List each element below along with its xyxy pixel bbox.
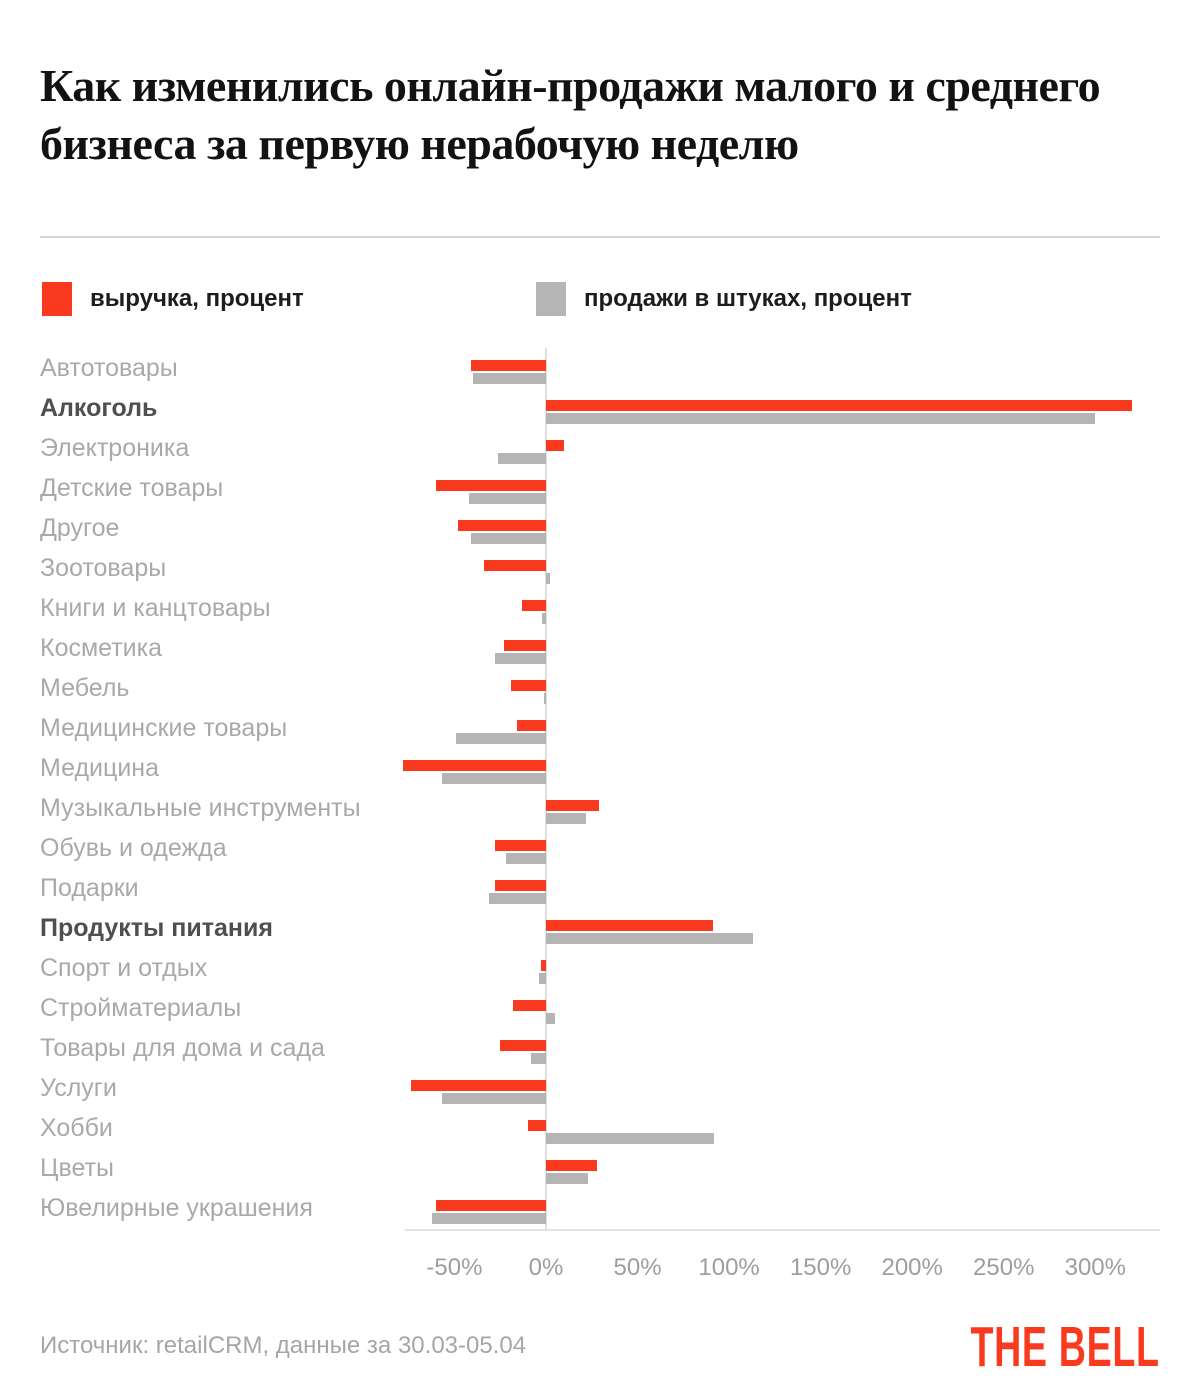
revenue-bar	[528, 1120, 546, 1131]
category-label: Медицинские товары	[40, 714, 288, 742]
units-bar	[456, 733, 546, 744]
category-label: Ювелирные украшения	[40, 1194, 313, 1222]
revenue-bar	[513, 1000, 546, 1011]
revenue-bar	[484, 560, 546, 571]
category-label: Детские товары	[40, 474, 224, 502]
category-label: Алкоголь	[40, 394, 158, 422]
revenue-bar	[541, 960, 546, 971]
units-bar	[432, 1213, 546, 1224]
title-divider	[40, 236, 1160, 238]
category-label: Подарки	[40, 874, 139, 902]
units-bar	[546, 1013, 555, 1024]
units-bar	[471, 533, 546, 544]
category-label: Обувь и одежда	[40, 834, 227, 862]
category-label: Электроника	[40, 434, 190, 462]
revenue-bar	[495, 840, 546, 851]
category-label: Музыкальные инструменты	[40, 794, 361, 822]
legend-item-revenue	[42, 282, 304, 316]
page-title: Как изменились онлайн-продажи малого и среднего бизнеса за первую нерабочую неделю	[40, 59, 1101, 169]
units-bar	[495, 653, 546, 664]
units-bar	[473, 373, 546, 384]
revenue-bar	[546, 1160, 597, 1171]
units-bar	[442, 1093, 546, 1104]
category-label: Автотовары	[40, 354, 178, 382]
revenue-bar	[495, 880, 546, 891]
units-bar	[546, 813, 586, 824]
category-label: Цветы	[40, 1154, 114, 1182]
units-bar	[506, 853, 546, 864]
x-axis-tick-label: 50%	[613, 1254, 662, 1281]
units-bar	[546, 933, 753, 944]
revenue-bar	[517, 720, 546, 731]
revenue-bar	[403, 760, 546, 771]
revenue-bar	[500, 1040, 546, 1051]
units-bar	[544, 693, 546, 704]
revenue-bar	[511, 680, 546, 691]
revenue-bar	[436, 480, 546, 491]
x-axis-line	[405, 1229, 1160, 1231]
legend-swatch	[42, 282, 72, 316]
the-bell-logo: THE BELL	[970, 1315, 1160, 1379]
x-axis-tick-label: 100%	[698, 1254, 760, 1281]
units-bar	[442, 773, 546, 784]
x-axis-tick-label: 300%	[1064, 1254, 1126, 1281]
category-label: Продукты питания	[40, 914, 273, 942]
revenue-bar	[546, 440, 564, 451]
x-axis-tick-label: -50%	[426, 1254, 483, 1281]
units-bar	[546, 1173, 588, 1184]
category-label: Стройматериалы	[40, 994, 242, 1022]
category-label: Другое	[40, 514, 120, 542]
units-bar	[489, 893, 546, 904]
legend-item-units	[536, 282, 912, 316]
category-label: Косметика	[40, 634, 163, 662]
x-axis-tick-label: 150%	[789, 1254, 852, 1281]
category-label: Спорт и отдых	[40, 954, 208, 982]
units-bar	[546, 413, 1095, 424]
x-axis-tick-label: 0%	[528, 1254, 564, 1281]
source-note: Источник: retailCRM, данные за 30.03-05.04	[40, 1332, 527, 1359]
revenue-bar	[411, 1080, 546, 1091]
legend	[0, 282, 1200, 318]
units-bar	[498, 453, 546, 464]
x-axis-tick-label: 250%	[973, 1254, 1035, 1281]
legend-label: выручка, процент	[90, 285, 304, 312]
revenue-bar	[546, 400, 1132, 411]
revenue-bar	[504, 640, 546, 651]
category-label: Зоотовары	[40, 554, 167, 582]
revenue-bar	[546, 800, 599, 811]
units-bar	[546, 1133, 714, 1144]
category-label: Хобби	[40, 1114, 113, 1142]
units-bar	[542, 613, 546, 624]
units-bar	[546, 573, 550, 584]
category-label: Мебель	[40, 674, 130, 702]
category-label: Медицина	[40, 754, 160, 782]
category-label: Услуги	[40, 1074, 117, 1102]
category-label: Товары для дома и сада	[40, 1034, 325, 1062]
legend-swatch	[536, 282, 566, 316]
category-label: Книги и канцтовары	[40, 594, 271, 622]
revenue-bar	[546, 920, 713, 931]
revenue-bar	[436, 1200, 546, 1211]
x-axis-tick-label: 200%	[881, 1254, 943, 1281]
revenue-bar	[522, 600, 546, 611]
revenue-bar	[458, 520, 546, 531]
revenue-bar	[471, 360, 546, 371]
units-bar	[539, 973, 546, 984]
units-bar	[531, 1053, 546, 1064]
chart	[0, 352, 1200, 1292]
legend-label: продажи в штуках, процент	[584, 285, 912, 312]
units-bar	[469, 493, 546, 504]
